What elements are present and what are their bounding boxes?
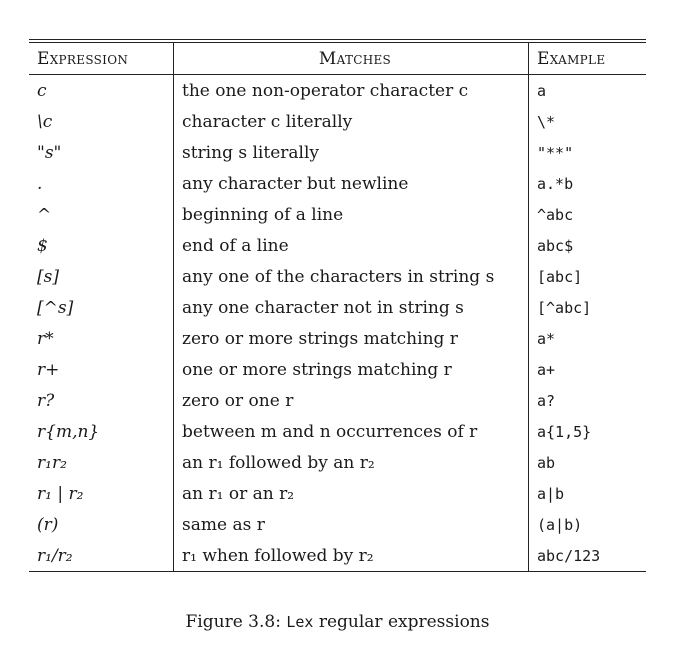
table-row	[29, 137, 646, 168]
matches-cell: string s literally	[174, 137, 529, 168]
example-cell: a|b	[529, 478, 647, 509]
matches-cell: one or more strings matching r	[174, 354, 529, 385]
example-cell: "**"	[529, 137, 647, 168]
table-row	[29, 168, 646, 199]
expression-cell: r₁r₂	[37, 452, 67, 473]
table-header-row	[29, 41, 646, 75]
header-matches: Matches	[174, 41, 529, 75]
expression-cell: r{m,n}	[37, 421, 100, 442]
expression-cell: r*	[37, 328, 54, 349]
example-cell: a*	[529, 323, 647, 354]
matches-cell: any one of the characters in string s	[174, 261, 529, 292]
example-cell: a+	[529, 354, 647, 385]
expression-cell: c	[37, 80, 47, 101]
matches-cell: r₁ when followed by r₂	[174, 540, 529, 572]
matches-cell: character c literally	[174, 106, 529, 137]
expression-cell: [s]	[37, 266, 59, 287]
table-row	[29, 261, 646, 292]
matches-cell: end of a line	[174, 230, 529, 261]
table-row	[29, 416, 646, 447]
table-row	[29, 199, 646, 230]
table-row	[29, 292, 646, 323]
expression-cell: "s"	[37, 142, 62, 163]
matches-cell: any character but newline	[174, 168, 529, 199]
example-cell: \*	[529, 106, 647, 137]
matches-cell: any one character not in string s	[174, 292, 529, 323]
matches-cell: beginning of a line	[174, 199, 529, 230]
header-expression: Expression	[29, 41, 174, 75]
table-row	[29, 447, 646, 478]
table-row	[29, 540, 646, 572]
example-cell: a	[529, 75, 647, 107]
expression-cell: [^s]	[37, 297, 74, 318]
expression-cell: \c	[37, 111, 53, 132]
matches-cell: between m and n occurrences of r	[174, 416, 529, 447]
example-cell: [^abc]	[529, 292, 647, 323]
table-row	[29, 354, 646, 385]
expression-cell: r+	[37, 359, 60, 380]
caption-lex: Lex	[286, 613, 314, 631]
lex-regex-table	[29, 39, 646, 572]
matches-cell: an r₁ or an r₂	[174, 478, 529, 509]
expression-cell: $	[37, 235, 48, 256]
expression-cell: r?	[37, 390, 55, 411]
example-cell: a.*b	[529, 168, 647, 199]
example-cell: [abc]	[529, 261, 647, 292]
matches-cell: zero or more strings matching r	[174, 323, 529, 354]
table-row	[29, 509, 646, 540]
matches-cell: zero or one r	[174, 385, 529, 416]
example-cell: a{1,5}	[529, 416, 647, 447]
table-row	[29, 75, 646, 107]
example-cell: ^abc	[529, 199, 647, 230]
expression-cell: ^	[37, 204, 52, 225]
expression-cell: .	[37, 173, 43, 194]
figure-caption	[0, 612, 675, 632]
expression-cell: r₁ | r₂	[37, 483, 84, 504]
example-cell: ab	[529, 447, 647, 478]
example-cell: a?	[529, 385, 647, 416]
table-row	[29, 323, 646, 354]
table-row	[29, 478, 646, 509]
matches-cell: same as r	[174, 509, 529, 540]
caption-suffix: regular expressions	[313, 612, 490, 632]
caption-prefix: Figure 3.8:	[185, 612, 287, 632]
matches-cell: an r₁ followed by an r₂	[174, 447, 529, 478]
table-row	[29, 106, 646, 137]
example-cell: (a|b)	[529, 509, 647, 540]
header-example: Example	[529, 41, 647, 75]
table-body	[29, 75, 646, 572]
expression-cell: (r)	[37, 514, 59, 535]
example-cell: abc$	[529, 230, 647, 261]
expression-cell: r₁/r₂	[29, 540, 174, 572]
example-cell: abc/123	[529, 540, 647, 572]
matches-cell: the one non-operator character c	[174, 75, 529, 107]
table-row	[29, 230, 646, 261]
table-row	[29, 385, 646, 416]
